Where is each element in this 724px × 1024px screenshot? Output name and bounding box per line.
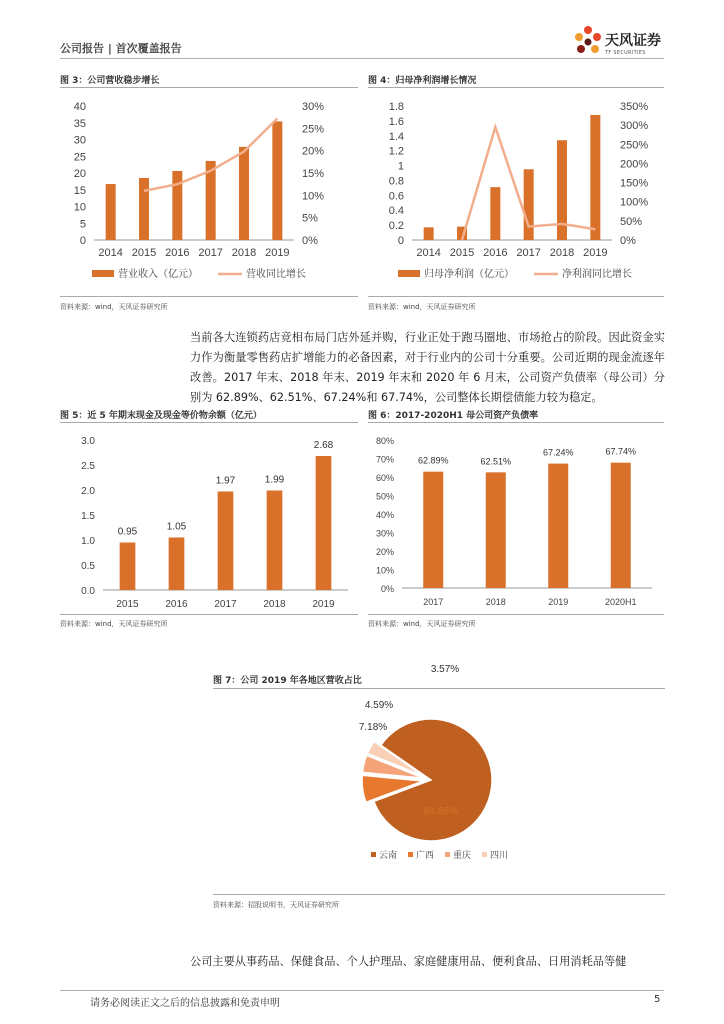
pie-data-label: 3.57% — [430, 664, 460, 675]
fig6-title-divider — [368, 422, 664, 423]
x-tick-label: 2018 — [231, 247, 257, 259]
bar — [139, 178, 149, 240]
y-right-tick-label: 0% — [620, 235, 636, 247]
legend-swatch — [445, 852, 450, 857]
y-right-tick-label: 0% — [302, 235, 318, 247]
y-left-tick-label: 20 — [73, 168, 86, 180]
legend-line-label: 净利润同比增长 — [562, 269, 632, 280]
bar — [423, 472, 443, 588]
fig6-source: 资料来源：wind，天风证券研究所 — [368, 620, 476, 628]
data-label: 62.89% — [417, 455, 449, 466]
y-tick-label: 2.0 — [81, 486, 95, 497]
y-left-tick-label: 10 — [73, 201, 86, 214]
y-left-tick-label: 0.6 — [388, 190, 404, 203]
fig4-chart — [368, 92, 664, 292]
y-tick-label: 20% — [375, 547, 394, 557]
y-right-tick-label: 15% — [302, 168, 325, 180]
x-tick-label: 2017 — [198, 247, 223, 259]
y-left-tick-label: 35 — [73, 117, 86, 130]
bar — [267, 491, 283, 591]
legend-swatch — [482, 852, 487, 857]
x-tick-label: 2016 — [165, 599, 188, 610]
x-tick-label: 2017 — [423, 597, 444, 607]
bar — [424, 227, 434, 240]
y-tick-label: 3.0 — [81, 436, 95, 447]
fig6-bottom-divider — [368, 614, 664, 615]
y-left-tick-label: 1.6 — [388, 115, 404, 128]
body-paragraph-2: 公司主要从事药品、保健食品、个人护理品、家庭健康用品、便利食品、日用消耗品等健 — [190, 955, 627, 968]
data-label: 67.24% — [542, 447, 574, 458]
legend-label: 重庆 — [453, 850, 472, 860]
data-label: 1.05 — [166, 521, 187, 533]
fig3-title-divider — [60, 87, 358, 88]
fig5-title: 图 5：近 5 年期末现金及现金等价物余额（亿元） — [60, 411, 262, 421]
logo-sub: TF SECURITIES — [605, 50, 646, 56]
y-left-tick-label: 1.2 — [388, 145, 404, 158]
y-tick-label: 1.5 — [81, 511, 95, 522]
y-tick-label: 0.0 — [81, 586, 95, 597]
y-tick-label: 50% — [375, 491, 394, 502]
fig6-chart — [368, 428, 664, 613]
fig3-bottom-divider — [60, 296, 358, 297]
y-left-tick-label: 1.8 — [388, 101, 404, 113]
bar — [611, 463, 631, 588]
fig5-chart — [60, 428, 358, 613]
data-label: 2.68 — [313, 440, 334, 451]
x-tick-label: 2019 — [265, 247, 290, 259]
page-number: 5 — [654, 994, 661, 1005]
company-logo — [571, 24, 671, 60]
legend-bar-swatch — [398, 270, 420, 277]
y-left-tick-label: 5 — [79, 218, 86, 231]
x-tick-label: 2018 — [263, 599, 286, 610]
y-left-tick-label: 0.8 — [388, 175, 404, 188]
x-tick-label: 2020H1 — [604, 597, 637, 607]
report-type: 公司报告 | 首次覆盖报告 — [60, 42, 182, 55]
y-left-tick-label: 0.2 — [388, 220, 404, 233]
bar — [239, 147, 249, 240]
body-paragraph-1: 当前各大连锁药店竞相布局门店外延并购，行业正处于跑马圈地、市场抢占的阶段。因此资金实力作为衡量零售药店扩增能力的必备因素，对于行业内的公司十分重要。公司近期的现金流逐年改善。2017 年末、2018 年末、2019 年末和 2020 年 6 月末，公司资产负债率（母公司）分别为 62.89%、62.51%、67.24%和 67.74%，公司整体长期偿债能力较为稳定。 — [190, 331, 665, 404]
bar — [590, 115, 600, 240]
x-tick-label: 2015 — [131, 247, 157, 259]
y-right-tick-label: 5% — [302, 212, 318, 225]
fig7-source: 资料来源：招股说明书，天风证券研究所 — [213, 901, 339, 909]
legend-bar-swatch — [92, 270, 114, 277]
x-tick-label: 2019 — [312, 599, 335, 610]
pie-data-label: 7.18% — [358, 722, 388, 733]
fig6-title: 图 6：2017-2020H1 母公司资产负债率 — [368, 411, 539, 421]
legend-bar-label: 归母净利润（亿元） — [424, 269, 514, 280]
data-label: 67.74% — [605, 446, 637, 457]
y-right-tick-label: 20% — [302, 145, 325, 158]
y-tick-label: 0.5 — [81, 561, 95, 572]
footer-disclaimer: 请务必阅读正文之后的信息披露和免责申明 — [90, 998, 280, 1009]
fig5-bottom-divider — [60, 614, 358, 615]
y-right-tick-label: 30% — [302, 101, 325, 113]
data-label: 1.97 — [215, 475, 236, 487]
legend-label: 四川 — [490, 850, 509, 860]
fig3-source: 资料来源：wind，天风证券研究所 — [60, 303, 168, 311]
x-tick-label: 2015 — [116, 599, 139, 610]
x-tick-label: 2019 — [548, 597, 569, 607]
y-tick-label: 80% — [375, 436, 394, 446]
y-right-tick-label: 25% — [302, 123, 325, 136]
fig3-title: 图 3：公司营收稳步增长 — [60, 76, 160, 86]
y-right-tick-label: 150% — [620, 177, 649, 190]
x-tick-label: 2014 — [98, 247, 123, 259]
x-tick-label: 2017 — [516, 247, 541, 259]
y-left-tick-label: 25 — [73, 151, 86, 164]
data-label: 0.95 — [117, 526, 138, 538]
bar — [548, 464, 568, 588]
bar — [316, 456, 332, 590]
logo-icon — [571, 24, 605, 60]
legend-label: 广西 — [416, 850, 435, 860]
bar — [486, 472, 506, 588]
fig4-source: 资料来源：wind，天风证券研究所 — [368, 303, 476, 311]
bar — [490, 187, 500, 240]
bar — [172, 171, 182, 240]
y-tick-label: 0% — [380, 584, 394, 594]
y-left-tick-label: 0.4 — [388, 205, 404, 218]
x-tick-label: 2017 — [214, 599, 237, 610]
y-tick-label: 1.0 — [81, 536, 95, 547]
legend-bar-label: 营业收入（亿元） — [118, 269, 198, 280]
y-tick-label: 30% — [375, 528, 394, 539]
legend-label: 云南 — [379, 850, 398, 860]
y-tick-label: 60% — [375, 473, 394, 483]
y-tick-label: 10% — [375, 565, 394, 576]
y-left-tick-label: 40 — [73, 101, 86, 113]
bar — [120, 543, 136, 591]
y-right-tick-label: 350% — [620, 101, 649, 113]
y-right-tick-label: 10% — [302, 190, 325, 203]
y-left-tick-label: 30 — [73, 134, 86, 147]
y-left-tick-label: 1 — [397, 160, 404, 173]
x-tick-label: 2016 — [165, 247, 190, 259]
pie-data-label: 84.66% — [424, 806, 458, 817]
fig3-chart — [60, 92, 358, 292]
fig7-bottom-divider — [213, 894, 665, 895]
bar — [272, 121, 282, 240]
y-right-tick-label: 100% — [620, 196, 649, 209]
bar — [218, 492, 234, 591]
x-tick-label: 2018 — [549, 247, 575, 259]
footer-divider — [60, 990, 664, 991]
x-tick-label: 2014 — [416, 247, 441, 259]
fig5-title-divider — [60, 422, 358, 423]
fig7-title-divider — [213, 688, 665, 689]
y-right-tick-label: 200% — [620, 158, 649, 171]
y-left-tick-label: 0 — [79, 235, 86, 247]
y-tick-label: 40% — [375, 510, 394, 520]
x-tick-label: 2016 — [483, 247, 508, 259]
x-tick-label: 2018 — [485, 597, 506, 607]
y-left-tick-label: 1.4 — [388, 130, 404, 143]
legend-swatch — [371, 852, 376, 857]
y-left-tick-label: 0 — [397, 235, 404, 247]
bar — [524, 169, 534, 240]
x-tick-label: 2019 — [583, 247, 608, 259]
pie-data-label: 4.59% — [364, 700, 394, 711]
fig5-source: 资料来源：wind，天风证券研究所 — [60, 620, 168, 628]
y-right-tick-label: 250% — [620, 139, 649, 152]
y-tick-label: 70% — [375, 454, 394, 465]
data-label: 1.99 — [264, 474, 285, 486]
fig7-title: 图 7：公司 2019 年各地区营收占比 — [213, 676, 362, 686]
x-tick-label: 2015 — [449, 247, 475, 259]
fig4-bottom-divider — [368, 296, 664, 297]
y-left-tick-label: 15 — [73, 184, 86, 197]
y-right-tick-label: 300% — [620, 120, 649, 133]
legend-line-label: 营收同比增长 — [246, 269, 306, 280]
y-tick-label: 2.5 — [81, 461, 95, 472]
y-right-tick-label: 50% — [620, 215, 643, 228]
legend-swatch — [408, 852, 413, 857]
fig4-title-divider — [368, 87, 664, 88]
bar — [106, 184, 116, 240]
fig4-title: 图 4：归母净利润增长情况 — [368, 76, 477, 86]
logo-name: 天风证券 — [605, 33, 661, 49]
data-label: 62.51% — [480, 456, 512, 467]
bar — [169, 538, 185, 591]
